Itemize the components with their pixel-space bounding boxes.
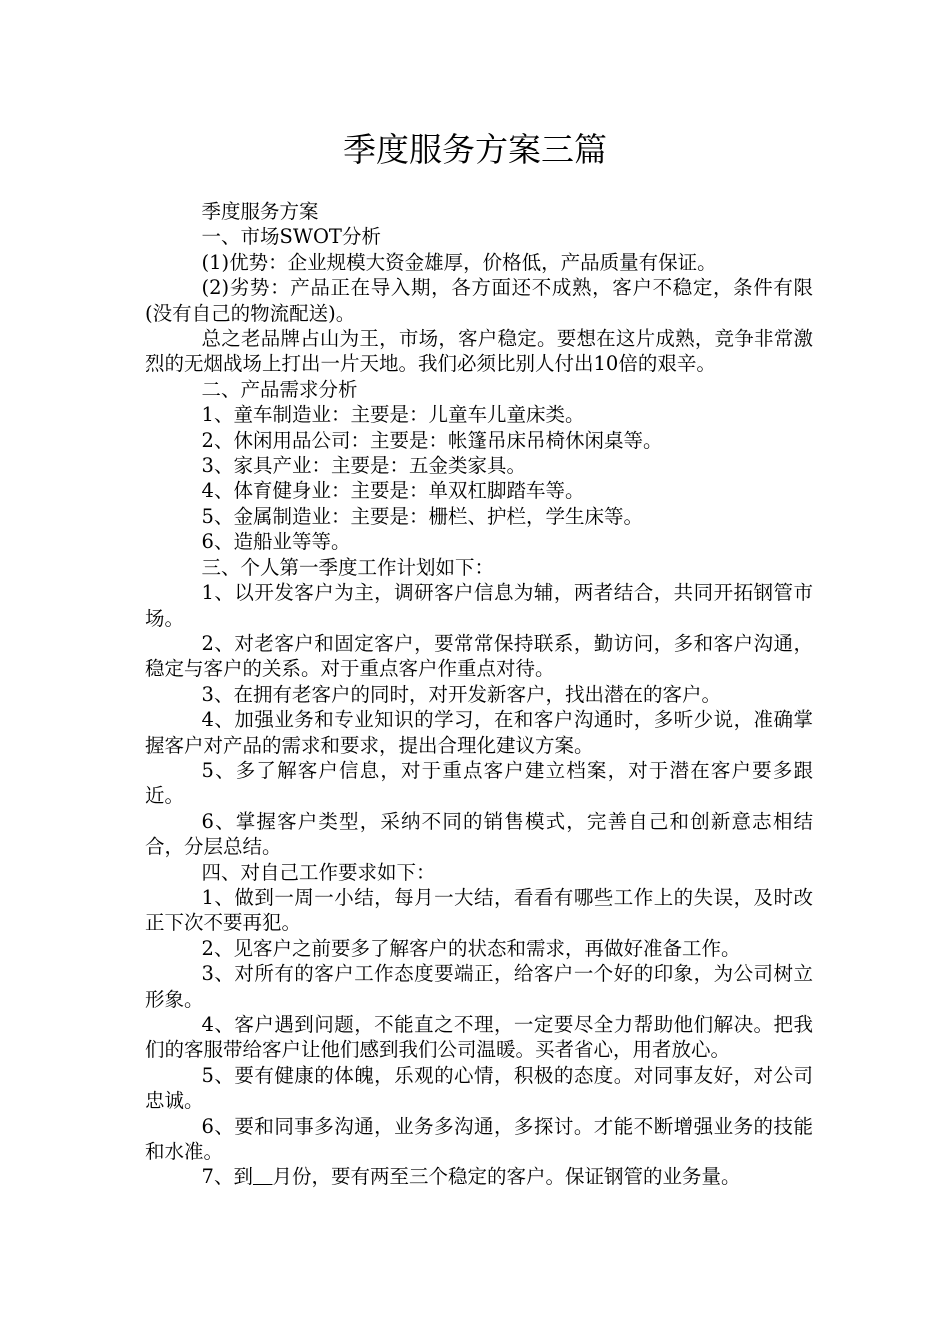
list-item: 5、要有健康的体魄，乐观的心情，积极的态度。对同事友好，对公司忠诚。 xyxy=(145,1063,813,1113)
list-item: 2、见客户之前要多了解客户的状态和需求，再做好准备工作。 xyxy=(201,936,741,960)
list-item: 6、造船业等等。 xyxy=(201,530,351,554)
paragraph: (1)优势：企业规模大资金雄厚，价格低，产品质量有保证。 xyxy=(201,250,717,274)
last-item-suffix: 月份，要有两至三个稳定的客户。保证钢管的业务量。 xyxy=(272,1165,741,1189)
list-item-last xyxy=(145,1164,813,1189)
document-title: 季度服务方案三篇 xyxy=(343,130,607,169)
paragraph: (2)劣势：产品正在导入期，各方面还不成熟，客户不稳定，条件有限(没有自己的物流配送)。 xyxy=(145,276,813,325)
list-item: 3、家具产业：主要是：五金类家具。 xyxy=(201,454,526,478)
paragraph: 季度服务方案 xyxy=(201,200,319,223)
list-item: 2、对老客户和固定客户，要常常保持联系，勤访问，多和客户沟通，稳定与客户的关系。对于重点客户作重点对待。 xyxy=(145,631,813,681)
list-item: 4、客户遇到问题，不能直之不理，一定要尽全力帮助他们解决。把我们的客服带给客户让他们感到我们公司温暖。买者省心，用者放心。 xyxy=(145,1013,813,1062)
fill-in-blank xyxy=(253,1165,273,1188)
section-heading: 四、对自己工作要求如下： xyxy=(201,860,436,884)
list-item: 6、掌握客户类型，采纳不同的销售模式，完善自己和创新意志相结合，分层总结。 xyxy=(145,809,813,859)
list-item: 4、加强业务和专业知识的学习，在和客户沟通时，多听少说，准确掌握客户对产品的需求和要求，提出合理化建议方案。 xyxy=(145,708,813,757)
section-heading: 三、个人第一季度工作计划如下： xyxy=(201,555,495,579)
list-item: 2、休闲用品公司：主要是：帐篷吊床吊椅休闲桌等。 xyxy=(201,428,663,452)
list-item: 5、多了解客户信息，对于重点客户建立档案，对于潜在客户要多跟近。 xyxy=(145,758,813,808)
section-heading: 二、产品需求分析 xyxy=(201,377,358,401)
last-item-prefix: 7、到 xyxy=(201,1165,253,1189)
list-item: 3、对所有的客户工作态度要端正，给客户一个好的印象，为公司树立形象。 xyxy=(145,962,813,1011)
section-heading: 一、市场SWOT分析 xyxy=(201,225,381,249)
list-item: 1、以开发客户为主，调研客户信息为辅，两者结合，共同开拓钢管市场。 xyxy=(145,581,813,630)
list-item: 1、童车制造业：主要是：儿童车儿童床类。 xyxy=(201,403,585,427)
paragraph: 总之老品牌占山为王，市场，客户稳定。要想在这片成熟，竞争非常激烈的无烟战场上打出一片天地。我们必须比别人付出10倍的艰辛。 xyxy=(145,327,813,376)
list-item: 6、要和同事多沟通，业务多沟通，多探讨。才能不断增强业务的技能和水准。 xyxy=(145,1114,813,1164)
list-item: 1、做到一周一小结，每月一大结，看看有哪些工作上的失误，及时改正下次不要再犯。 xyxy=(145,885,813,935)
list-item: 3、在拥有老客户的同时，对开发新客户，找出潜在的客户。 xyxy=(201,682,721,706)
document-body xyxy=(145,199,813,1190)
list-item: 5、金属制造业：主要是：栅栏、护栏，学生床等。 xyxy=(201,504,643,528)
list-item: 4、体育健身业：主要是：单双杠脚踏车等。 xyxy=(201,479,585,503)
